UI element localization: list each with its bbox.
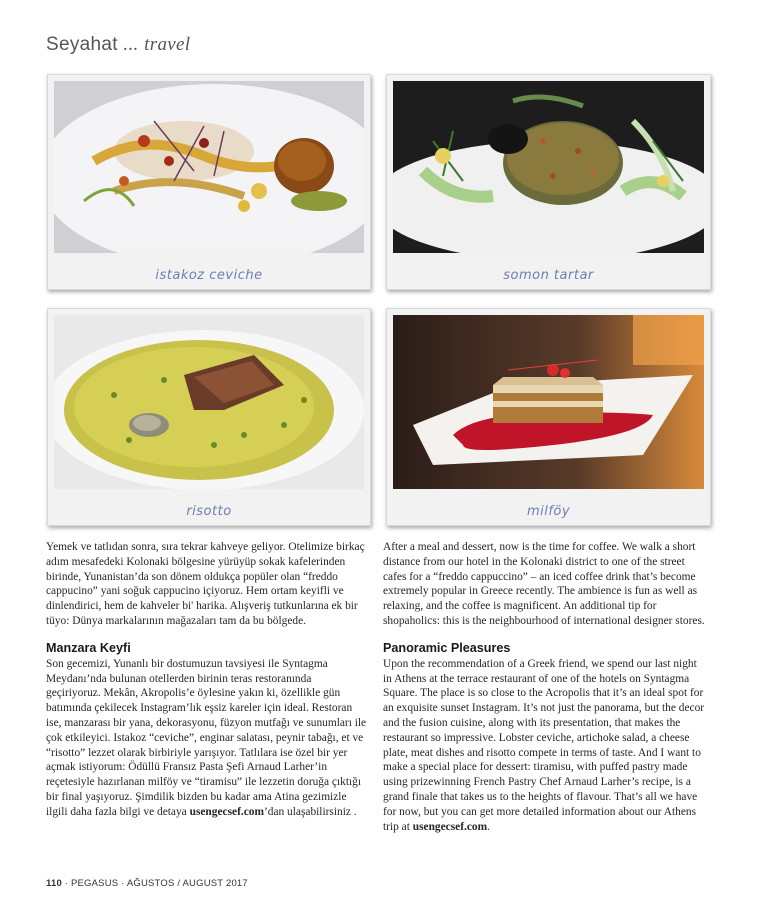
photo-tartar — [393, 81, 704, 253]
section-title-tr: Seyahat — [46, 34, 118, 55]
english-end: . — [487, 820, 490, 833]
column-english — [383, 540, 705, 834]
magazine-info: · PEGASUS · AĞUSTOS / AUGUST 2017 — [61, 878, 248, 889]
photo-card-tartar — [386, 74, 711, 290]
photo-ceviche — [54, 81, 364, 253]
caption-risotto: risotto — [186, 504, 232, 519]
column-turkish — [46, 540, 368, 820]
page-footer — [46, 878, 248, 889]
turkish-link[interactable]: usengecsef.com — [189, 805, 264, 818]
section-separator: ... — [123, 34, 139, 55]
english-body: Upon the recommendation of a Greek friend, we spend our last night in Athens at the terrace restaurant of one of the hotels on Syntagma Square. The place is so close to the Acropolis that it’s an ideal spot for an exquisite sunset Instagram. It’s not just the panorama, but the decor and the fusion cuisine, along with its presentation, that makes the restaurant so impressive. Lobster ceviche, artichoke salad, a cheese plate, meat dishes and risotto compete in terms of taste. And I want to make a special place for dessert: tiramisu, with puffed pastry made using prizewinning French Pastry Chef Arnaud Larher’s recipe, is a grand finale that takes us to the heights of flavour. That’s all we have for now, but you can get more detailed information about our Athens trip at — [383, 657, 705, 833]
page-number: 110 — [46, 878, 62, 889]
english-intro: After a meal and dessert, now is the time for coffee. We walk a short distance from our hotel in the Kolonaki district to one of the street cafes for a “freddo cappuccino” – an iced coffee drink that’s become extremely popular in Greece recently. The ambience is fun as well as relaxing, and the coffee is magnificent. An additional tip for shopaholics: this is the neighbourhood of international designer stores. — [383, 541, 705, 627]
caption-tartar: somon tartar — [503, 268, 594, 283]
section-title-en: travel — [144, 34, 191, 55]
english-link[interactable]: usengecsef.com — [412, 820, 488, 833]
photo-card-milfoy — [386, 308, 711, 526]
photo-risotto — [54, 315, 364, 489]
section-header — [46, 34, 190, 56]
caption-ceviche: istakoz ceviche — [155, 268, 263, 283]
photo-card-ceviche — [47, 74, 371, 290]
turkish-body-paragraph — [46, 657, 368, 820]
turkish-heading: Manzara Keyfi — [46, 640, 131, 655]
photo-milfoy — [393, 315, 704, 489]
english-heading: Panoramic Pleasures — [383, 640, 511, 655]
turkish-body: Son gecemizi, Yunanlı bir dostumuzun tavsiyesi ile Syntagma Meydanı’nda bulunan otellerden birinin teras restoranında geçiriyoruz. Mekân, Akropolis’e öylesine yakın ki, özellikle gün batımında çekilecek Instagram’lık eşsiz kareler için ideal. Restoran ise, manzarası bir yana, dekorasyonu, füzyon mutfağı ve sunumları ile çok etkileyici. Istakoz “ceviche”, enginar salatası, peynir tabağı, et ve “risotto” lezzet olarak birbiriyle yarışıyor. Tatlılara ise özel bir yer açmak istiyorum: Ödüllü Fransız Pasta Şefi Arnaud Larher’in reçetesiyle hazırlanan milföy ve “tiramisu” ile lezzetin doruğa çıktığı bir final yaşıyoruz. Şimdilik bizden bu kadar ama Atina gezimizle ilgili daha fazla bilgi ve detaya — [46, 657, 367, 818]
photo-card-risotto — [47, 308, 371, 526]
turkish-end: ’dan ulaşabilirsiniz . — [263, 805, 357, 818]
caption-milfoy: milföy — [526, 504, 571, 519]
turkish-intro: Yemek ve tatlıdan sonra, sıra tekrar kahveye geliyor. Otelimize birkaç adım mesafedeki Kolonaki bölgesine yürüyüp sokak kafelerinden birinde, Yunanistan’da son dönem oldukça popüler olan “freddo cappucino” yani soğuk cappucino içiyoruz. Hem ortam keyifli ve dinlendirici, hem de kahveler bi' harika. Alışveriş tutkunlarına ek bir tüyo: Dünya markalarının mağazaları tam da bu bölgede. — [46, 541, 365, 627]
english-body-paragraph — [383, 657, 705, 835]
